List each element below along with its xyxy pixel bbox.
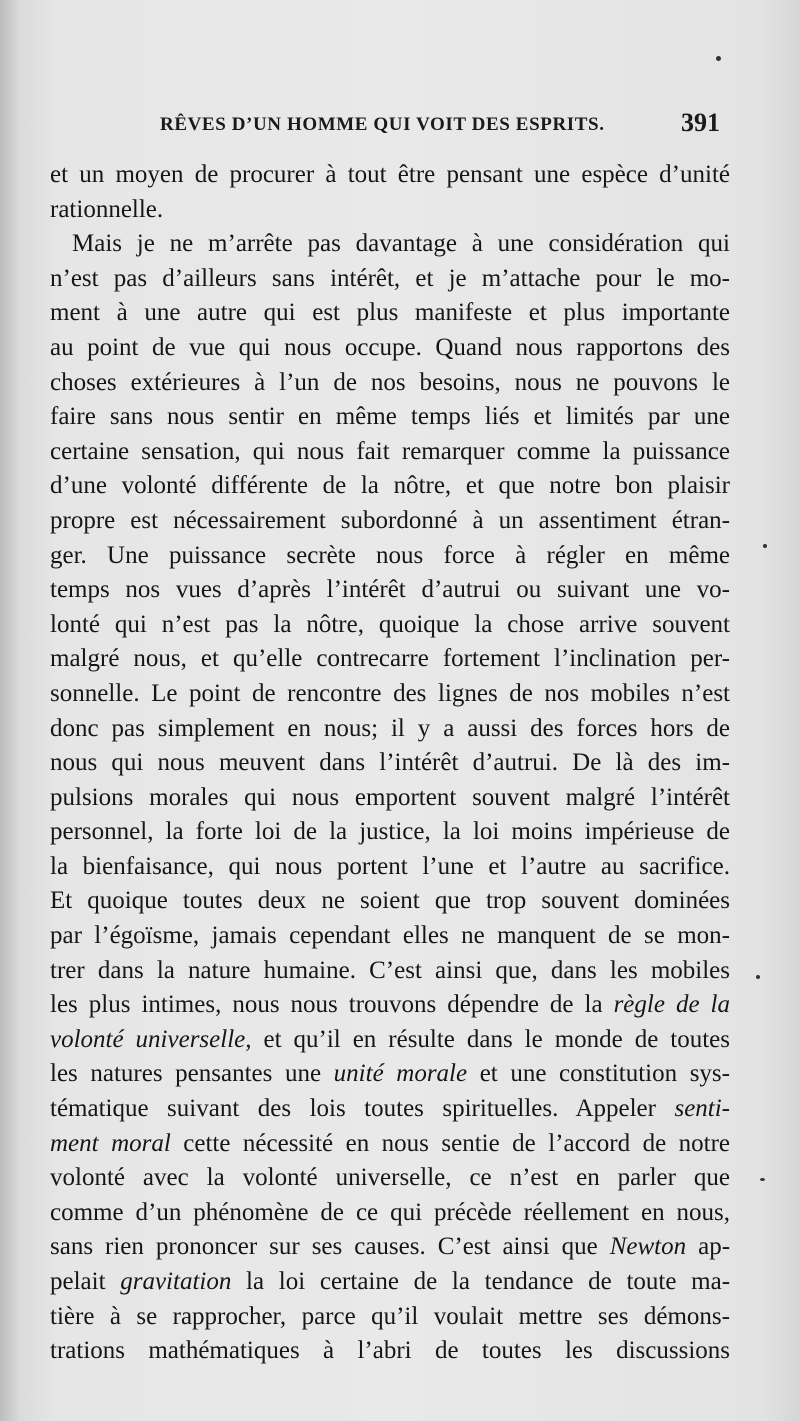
italic-run: règle de la xyxy=(613,991,730,1019)
print-speck xyxy=(760,1178,765,1181)
text-line: lonté qui n’est pas la nôtre, quoique la chose arrive souvent xyxy=(50,610,730,638)
text-line: choses extérieures à l’un de nos besoins, nous ne pouvons le xyxy=(50,368,730,396)
text-line: pulsions morales qui nous emportent souvent malgré l’intérêt xyxy=(50,783,730,811)
text-line: trations mathématiques à l’abri de toutes les discussions xyxy=(50,1337,730,1365)
print-speck xyxy=(716,56,721,61)
text-line xyxy=(50,1057,730,1092)
italic-run: Newton xyxy=(609,1233,687,1261)
text-line xyxy=(50,988,730,1023)
text-run: sans rien prononcer sur ses causes. C’est ainsi que xyxy=(50,1233,598,1261)
italic-run: gravitation xyxy=(120,1268,232,1295)
text-line: la bienfaisance, qui nous portent l’une et l’autre au sacrifice. xyxy=(50,852,730,880)
page-gutter-shadow xyxy=(0,0,18,1421)
text-run: pelait xyxy=(50,1268,106,1295)
text-run: les plus intimes, nous nous trouvons dépendre de la xyxy=(50,991,603,1019)
text-line: temps nos vues d’après l’intérêt d’autrui ou suivant une vo- xyxy=(50,576,730,604)
text-run: les natures pensantes une xyxy=(50,1060,322,1088)
text-line: d’une volonté différente de la nôtre, et que notre bon plaisir xyxy=(50,472,730,500)
text-line: Mais je ne m’arrête pas davantage à une considération qui xyxy=(72,230,730,258)
print-speck xyxy=(763,544,767,548)
page-header xyxy=(160,108,720,148)
text-line: tière à se rapprocher, parce qu’il voulait mettre ses démons- xyxy=(50,1302,730,1330)
text-line: personnel, la forte loi de la justice, la loi moins impérieuse de xyxy=(50,818,730,846)
text-line: et un moyen de procurer à tout être pensant une espèce d’unité xyxy=(50,161,730,188)
text-line xyxy=(50,1092,730,1127)
text-line xyxy=(50,1265,730,1300)
text-line xyxy=(50,1230,730,1265)
text-line xyxy=(50,1127,730,1162)
text-run: ap- xyxy=(698,1233,731,1261)
text-line: n’est pas d’ailleurs sans intérêt, et je m’attache pour le mo- xyxy=(50,264,730,292)
text-line: propre est nécessairement subordonné à un assentiment étran- xyxy=(50,506,730,534)
text-line: nous qui nous meuvent dans l’intérêt d’autrui. De là des im- xyxy=(50,749,730,777)
italic-run: unité morale xyxy=(333,1060,468,1088)
text-line: rationnelle. xyxy=(50,195,164,223)
text-line: comme d’un phénomène de ce qui précède réellement en nous, xyxy=(50,1198,730,1226)
text-line: sonnelle. Le point de rencontre des lignes de nos mobiles n’est xyxy=(50,679,730,707)
body-text xyxy=(50,158,730,1369)
italic-run: senti- xyxy=(674,1095,731,1123)
text-line: malgré nous, et qu’elle contrecarre fortement l’inclination per- xyxy=(50,645,730,673)
text-line: faire sans nous sentir en même temps liés et limités par une xyxy=(50,403,730,431)
text-run: tématique suivant des lois toutes spirituelles. Appeler xyxy=(50,1095,656,1123)
page-number: 391 xyxy=(681,108,720,137)
text-run: cette nécessité en nous sentie de l’accord de notre xyxy=(183,1129,731,1157)
print-speck xyxy=(756,975,760,979)
text-line: certaine sensation, qui nous fait remarquer comme la puissance xyxy=(50,437,730,465)
running-title: RÊVES D’UN HOMME QUI VOIT DES ESPRITS. xyxy=(160,114,605,135)
text-line: par l’égoïsme, jamais cependant elles ne manquent de se mon- xyxy=(50,922,730,950)
text-line: trer dans la nature humaine. C’est ainsi que, dans les mobiles xyxy=(50,956,730,984)
text-line: Et quoique toutes deux ne soient que trop souvent dominées xyxy=(50,887,730,915)
text-line: ger. Une puissance secrète nous force à régler en même xyxy=(50,541,730,569)
text-line: donc pas simplement en nous; il y a aussi des forces hors de xyxy=(50,714,730,742)
italic-run: volonté universelle, xyxy=(50,1025,252,1053)
text-run: et une constitution sys- xyxy=(479,1060,730,1088)
italic-run: ment moral xyxy=(50,1129,171,1157)
text-line: ment à une autre qui est plus manifeste et plus importante xyxy=(50,299,730,327)
text-line: au point de vue qui nous occupe. Quand nous rapportons des xyxy=(50,333,730,361)
text-line xyxy=(50,1023,730,1058)
text-run: et qu’il en résulte dans le monde de toutes xyxy=(263,1025,731,1053)
text-line: volonté avec la volonté universelle, ce n’est en parler que xyxy=(50,1164,730,1192)
text-run: la loi certaine de la tendance de toute ma- xyxy=(246,1268,731,1295)
